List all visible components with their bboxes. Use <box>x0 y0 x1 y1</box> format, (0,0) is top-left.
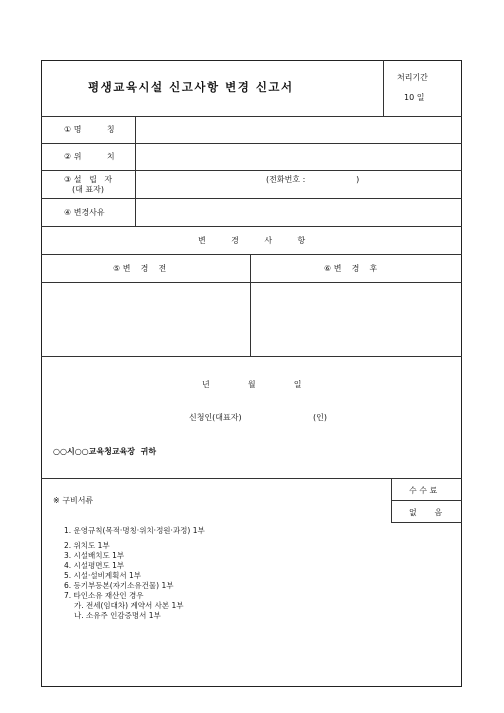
field-label-location: ② 위 치 <box>64 152 115 161</box>
required-documents-header: ※ 구비서류 <box>53 496 94 505</box>
form-title: 평생교육시설 신고사항 변경 신고서 <box>88 80 294 94</box>
list-item: 나. 소유주 인감증명서 1부 <box>74 611 161 620</box>
list-item: 7. 타인소유 재산인 경우 <box>64 591 144 600</box>
divider <box>41 478 462 479</box>
before-change-label: ⑤ 변 경 전 <box>113 264 167 273</box>
list-item: 1. 운영규칙(목적·명칭·위치·정원·과정) 1부 <box>64 526 205 535</box>
list-item: 5. 시설·설비계획서 1부 <box>64 571 142 580</box>
applicant-label: 신청인(대표자) <box>189 413 242 422</box>
divider <box>250 254 251 356</box>
divider <box>41 143 462 144</box>
divider <box>41 254 462 255</box>
divider <box>41 116 462 117</box>
list-item: 4. 시설평면도 1부 <box>64 561 125 570</box>
field-label-representative: (대 표자) <box>72 185 104 194</box>
divider <box>41 356 462 357</box>
after-change-label: ⑥ 변 경 후 <box>324 264 378 273</box>
divider <box>391 500 462 501</box>
divider <box>41 282 462 283</box>
list-item: 3. 시설배치도 1부 <box>64 551 125 560</box>
fee-label: 수 수 료 <box>409 486 438 495</box>
divider <box>41 170 462 171</box>
field-label-founder: ③ 설 립 자 <box>64 175 113 184</box>
fee-value: 없 음 <box>409 508 443 517</box>
divider <box>41 198 462 199</box>
seal-mark: (인) <box>313 413 327 422</box>
divider <box>41 226 462 227</box>
addressee: ○○시○○교육청교육장 귀하 <box>53 447 157 456</box>
processing-period-value: 10 일 <box>404 93 425 102</box>
date-line: 년 월 일 <box>202 380 302 389</box>
field-label-name: ① 명 칭 <box>64 125 115 134</box>
change-section-header: 변 경 사 항 <box>198 236 306 245</box>
divider <box>135 116 136 226</box>
list-item: 가. 전세(임대차) 계약서 사본 1부 <box>74 601 184 610</box>
processing-period-label: 처리기간 <box>397 73 428 82</box>
field-label-change-reason: ④ 변경사유 <box>64 208 105 217</box>
divider <box>391 522 462 523</box>
divider <box>383 60 384 116</box>
list-item: 6. 등기부등본(자기소유건물) 1부 <box>64 581 174 590</box>
phone-number-field: (전화번호 : ) <box>266 175 360 184</box>
list-item: 2. 위치도 1부 <box>64 541 110 550</box>
